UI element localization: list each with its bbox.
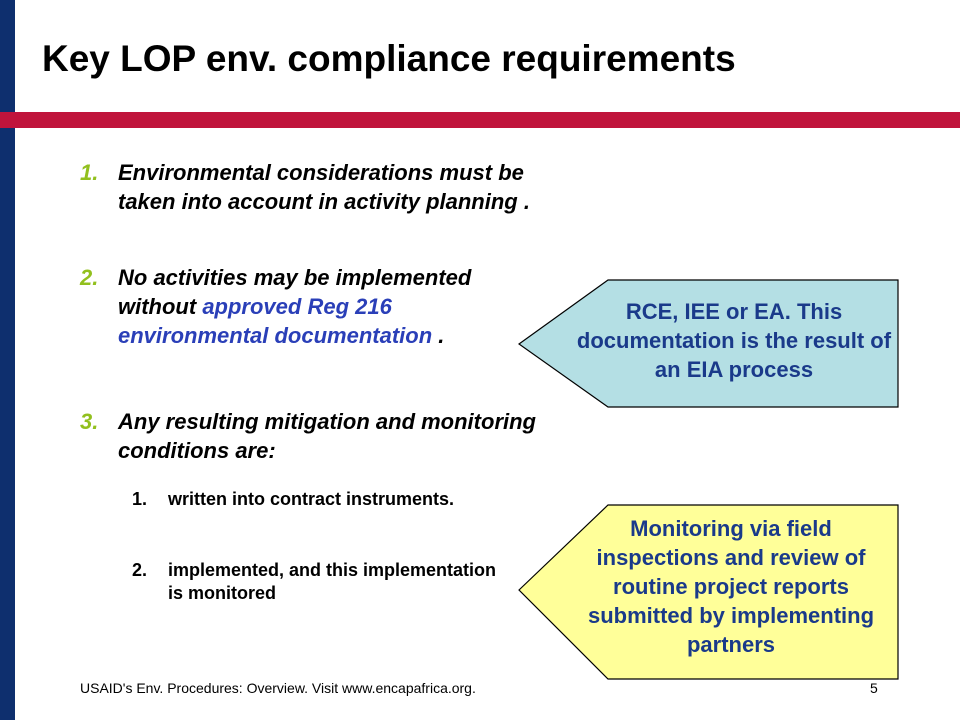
sub-item-number: 2. [132, 560, 148, 580]
sub-item-text: implemented, and this implementation is monitored [168, 560, 497, 603]
callout-documentation-text: RCE, IEE or EA. This documentation is the result of an EIA process [576, 299, 892, 382]
callout-monitoring-text: Monitoring via field inspections and review of routine project reports submitted by implementing partners [587, 516, 875, 657]
callout-monitoring [518, 504, 900, 681]
requirement-number: 2. [80, 265, 99, 290]
sub-item-number: 1. [132, 489, 148, 509]
page-number: 5 [870, 680, 878, 696]
requirement-number: 1. [80, 160, 99, 185]
requirement-number: 3. [80, 409, 99, 434]
requirement-text-end: . [432, 323, 445, 348]
title-divider-band [0, 112, 960, 128]
requirement-text-highlight: approved Reg 216 environmental documentation [118, 294, 433, 348]
slide-title: Key LOP env. compliance requirements [42, 38, 736, 79]
footer-text: USAID's Env. Procedures: Overview. Visit www.encapafrica.org. [80, 680, 476, 696]
sub-item-text: written into contract instruments. [168, 489, 455, 509]
left-accent-bar [0, 0, 15, 720]
requirement-text [118, 263, 538, 350]
callout-documentation [518, 279, 900, 409]
requirement-text: Any resulting mitigation and monitoring conditions are: [118, 409, 536, 463]
requirement-text-plain: No activities may be implemented without [118, 265, 472, 319]
requirement-text: Environmental considerations must be taken into account in activity planning . [118, 160, 530, 214]
